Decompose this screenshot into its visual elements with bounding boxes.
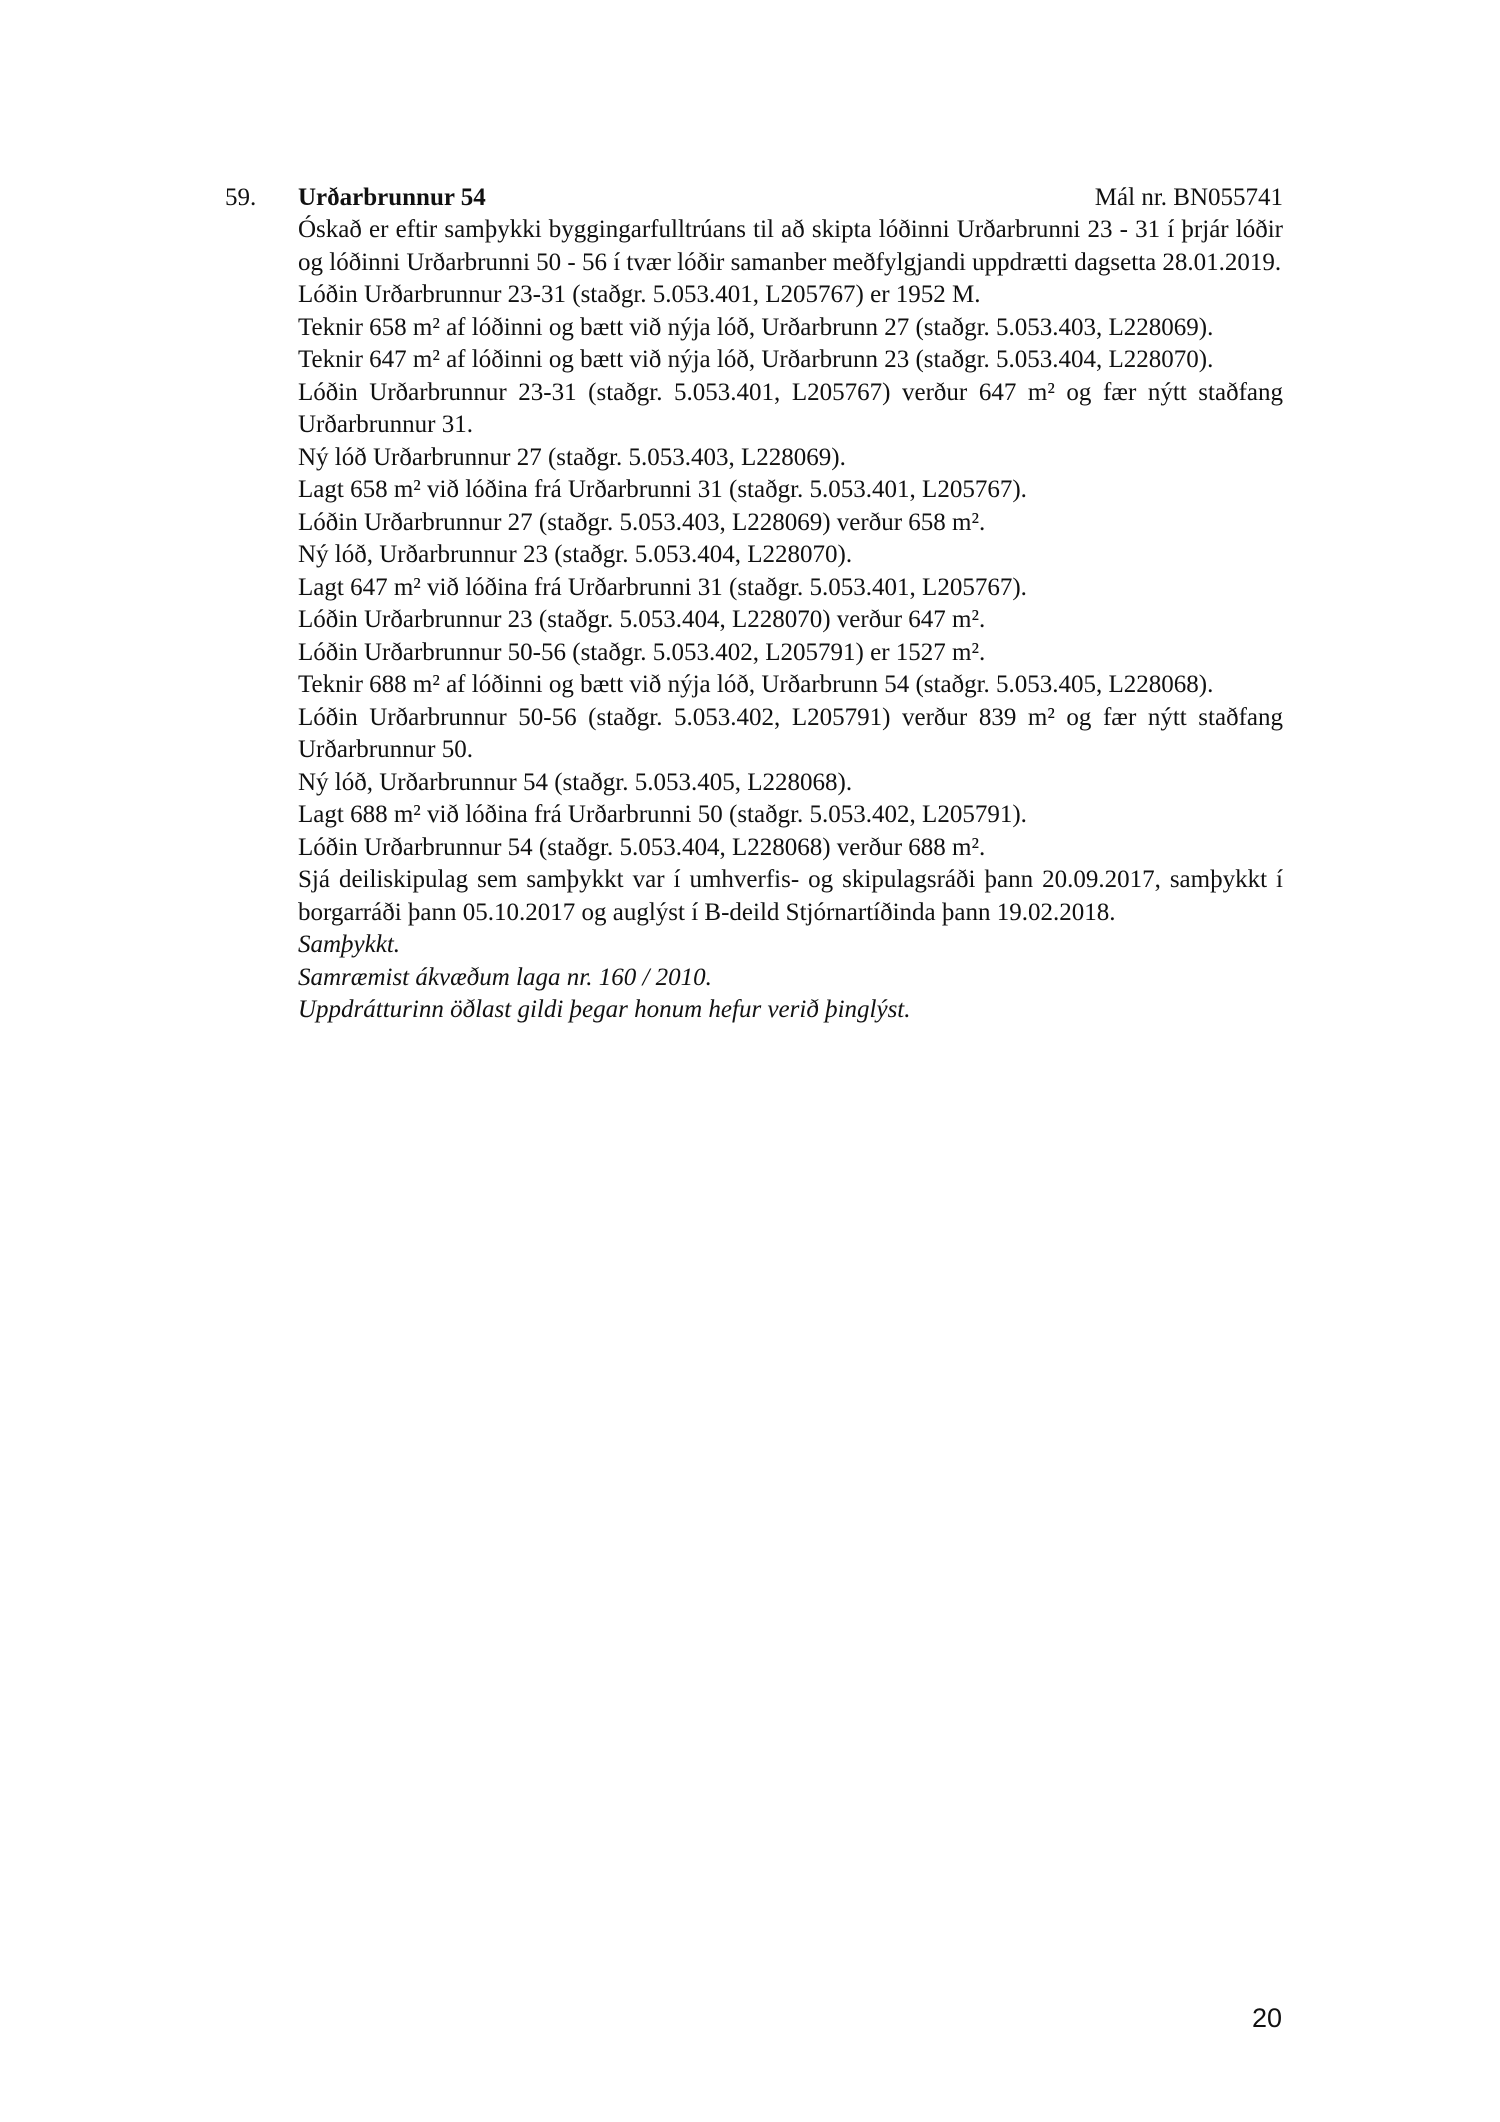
paragraph-lot-info: Lóðin Urðarbrunnur 54 (staðgr. 5.053.404, L228068) verður 688 m². bbox=[298, 833, 986, 861]
paragraph-lot-info: Teknir 688 m² af lóðinni og bætt við nýja lóð, Urðarbrunn 54 (staðgr. 5.053.405, L228068). bbox=[298, 671, 1214, 698]
item-title: Urðarbrunnur 54 bbox=[298, 184, 486, 211]
paragraph-lot-info: Ný lóð, Urðarbrunnur 23 (staðgr. 5.053.404, L228070). bbox=[298, 541, 853, 568]
paragraph-lot-info: Ný lóð, Urðarbrunnur 54 (staðgr. 5.053.405, L228068). bbox=[298, 768, 853, 796]
paragraph-lot-info: Lagt 688 m² við lóðina frá Urðarbrunni 50 (staðgr. 5.053.402, L205791). bbox=[298, 801, 1027, 828]
item-body bbox=[298, 214, 1283, 1027]
paragraph-lot-info: Lagt 647 m² við lóðina frá Urðarbrunni 31 (staðgr. 5.053.401, L205767). bbox=[298, 573, 1027, 601]
paragraph-lot-info: Lóðin Urðarbrunnur 50-56 (staðgr. 5.053.402, L205791) verður 839 m² og fær nýtt staðfang Urðarbrunnur 50. bbox=[298, 703, 1283, 763]
page-number: 20 bbox=[1251, 2003, 1282, 2033]
paragraph-lot-info: Teknir 658 m² af lóðinni og bætt við nýja lóð, Urðarbrunn 27 (staðgr. 5.053.403, L228069). bbox=[298, 313, 1214, 341]
paragraph-lot-info: Lóðin Urðarbrunnur 27 (staðgr. 5.053.403, L228069) verður 658 m². bbox=[298, 508, 986, 536]
decision-conforms: Samræmist ákvæðum laga nr. 160 / 2010. bbox=[298, 963, 712, 991]
paragraph-lot-info: Lagt 658 m² við lóðina frá Urðarbrunni 31 (staðgr. 5.053.401, L205767). bbox=[298, 476, 1027, 503]
paragraph-lot-info: Teknir 647 m² af lóðinni og bætt við nýja lóð, Urðarbrunn 23 (staðgr. 5.053.404, L228070). bbox=[298, 346, 1214, 373]
case-number: Mál nr. BN055741 bbox=[1094, 184, 1283, 211]
decision-validity: Uppdrátturinn öðlast gildi þegar honum hefur verið þinglýst. bbox=[298, 996, 911, 1023]
item-number: 59. bbox=[225, 184, 257, 211]
decision-approved: Samþykkt. bbox=[298, 931, 401, 958]
paragraph-lot-info: Lóðin Urðarbrunnur 23 (staðgr. 5.053.404, L228070) verður 647 m². bbox=[298, 606, 986, 633]
paragraph-zoning-plan: Sjá deiliskipulag sem samþykkt var í umhverfis- og skipulagsráði þann 20.09.2017, samþykkt í borgarráði þann 05.10.2017 og auglýst í B-deild Stjórnartíðinda þann 19.02.2018. bbox=[298, 866, 1283, 926]
paragraph-request: Óskað er eftir samþykki byggingarfulltrúans til að skipta lóðinni Urðarbrunni 23 - 31 í þrjár lóðir og lóðinni Urðarbrunni 50 - 56 í tvær lóðir samanber meðfylgjandi uppdrætti dagsetta 28.01.2019. bbox=[298, 216, 1283, 276]
paragraph-lot-info: Ný lóð Urðarbrunnur 27 (staðgr. 5.053.403, L228069). bbox=[298, 443, 846, 471]
paragraph-lot-info: Lóðin Urðarbrunnur 23-31 (staðgr. 5.053.401, L205767) verður 647 m² og fær nýtt staðfang Urðarbrunnur 31. bbox=[298, 378, 1283, 438]
paragraph-lot-info: Lóðin Urðarbrunnur 50-56 (staðgr. 5.053.402, L205791) er 1527 m². bbox=[298, 638, 986, 666]
paragraph-lot-info: Lóðin Urðarbrunnur 23-31 (staðgr. 5.053.401, L205767) er 1952 M. bbox=[298, 281, 981, 308]
item-header bbox=[225, 182, 1283, 214]
